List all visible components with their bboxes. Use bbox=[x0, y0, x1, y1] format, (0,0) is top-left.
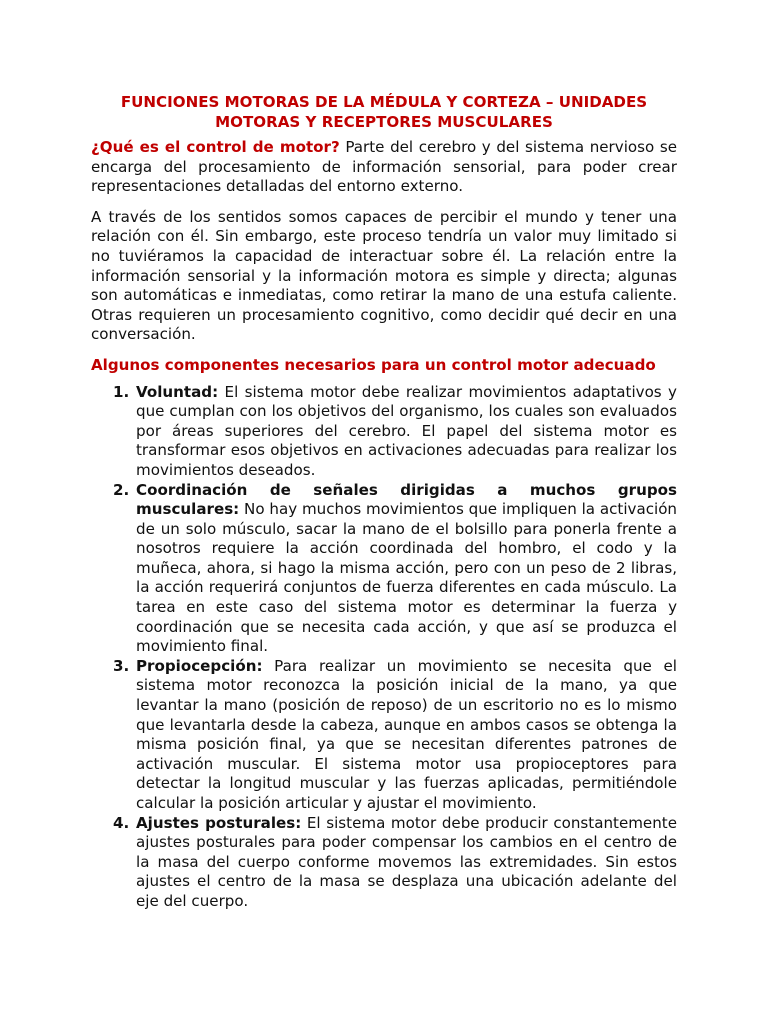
section-heading: Algunos componentes necesarios para un control motor adecuado bbox=[91, 355, 656, 374]
intro-paragraph bbox=[91, 138, 677, 197]
list-item bbox=[91, 814, 677, 912]
list-item-number: 4. bbox=[113, 813, 130, 832]
list-item-term: Voluntad: bbox=[136, 382, 219, 401]
intro-answer: Parte del cerebro y del sistema nervioso se encarga del procesamiento de información sensorial, para poder crear representaciones detalladas del entorno externo. bbox=[91, 138, 677, 196]
list-item-term: Coordinación de señales dirigidas a muchos grupos musculares: bbox=[136, 480, 677, 519]
document-title: FUNCIONES MOTORAS DE LA MÉDULA Y CORTEZA – UNIDADES MOTORAS Y RECEPTORES MUSCULARES bbox=[120, 93, 648, 131]
list-item-text: No hay muchos movimientos que impliquen la activación de un solo músculo, sacar la mano de el bolsillo para ponerla frente a nosotros requiere la acción coordinada del hombro, el codo y la muñeca, ahora, si hago la misma acción, pero con un peso de 2 libras, la acción requerirá conjuntos de fuerza diferentes en cada músculo. La tarea en este caso del sistema motor es determinar la fuerza y coordinación que se necesita cada acción, y que así se produzca el movimiento final. bbox=[136, 500, 677, 656]
list-item bbox=[91, 481, 677, 657]
list-item bbox=[91, 657, 677, 814]
list-item-text: El sistema motor debe producir constantemente ajustes posturales para poder compensar los cambios en el centro de la masa del cuerpo conforme movemos las extremidades. Sin estos ajustes el centro de la masa se desplaza una ubicación adelante del eje del cuerpo. bbox=[136, 813, 677, 910]
intro-question: ¿Qué es el control de motor? bbox=[91, 138, 340, 156]
list-item-term: Ajustes posturales: bbox=[136, 813, 302, 832]
components-list bbox=[91, 383, 677, 912]
list-item-term: Propiocepción: bbox=[136, 656, 263, 675]
list-item-number: 1. bbox=[113, 382, 130, 401]
list-item-text: El sistema motor debe realizar movimientos adaptativos y que cumplan con los objetivos del organismo, los cuales son evaluados por áreas superiores del cerebro. El papel del sistema motor es transformar esos objetivos en activaciones adecuadas para realizar los movimientos deseados. bbox=[136, 382, 677, 479]
document-page bbox=[91, 92, 677, 912]
list-item-number: 2. bbox=[113, 480, 130, 499]
body-paragraph: A través de los sentidos somos capaces de percibir el mundo y tener una relación con él. Sin embargo, este proceso tendría un valor muy limitado si no tuviéramos la capacidad de interactuar sobre él. La relación entre la información sensorial y la información motora es simple y directa; algunas son automáticas e inmediatas, como retirar la mano de una estufa caliente. Otras requieren un procesamiento cognitivo, como decidir qué decir en una conversación. bbox=[91, 207, 677, 344]
list-item bbox=[91, 383, 677, 481]
list-item-number: 3. bbox=[113, 656, 130, 675]
list-item-text: Para realizar un movimiento se necesita que el sistema motor reconozca la posición inicial de la mano, ya que levantar la mano (posición de reposo) de un escritorio no es lo mismo que levantarla desde la cabeza, aunque en ambos casos se obtenga la misma posición final, ya que se necesitan diferentes patrones de activación muscular. El sistema motor usa propioceptores para detectar la longitud muscular y las fuerzas aplicadas, permitiéndole calcular la posición articular y ajustar el movimiento. bbox=[136, 656, 677, 812]
